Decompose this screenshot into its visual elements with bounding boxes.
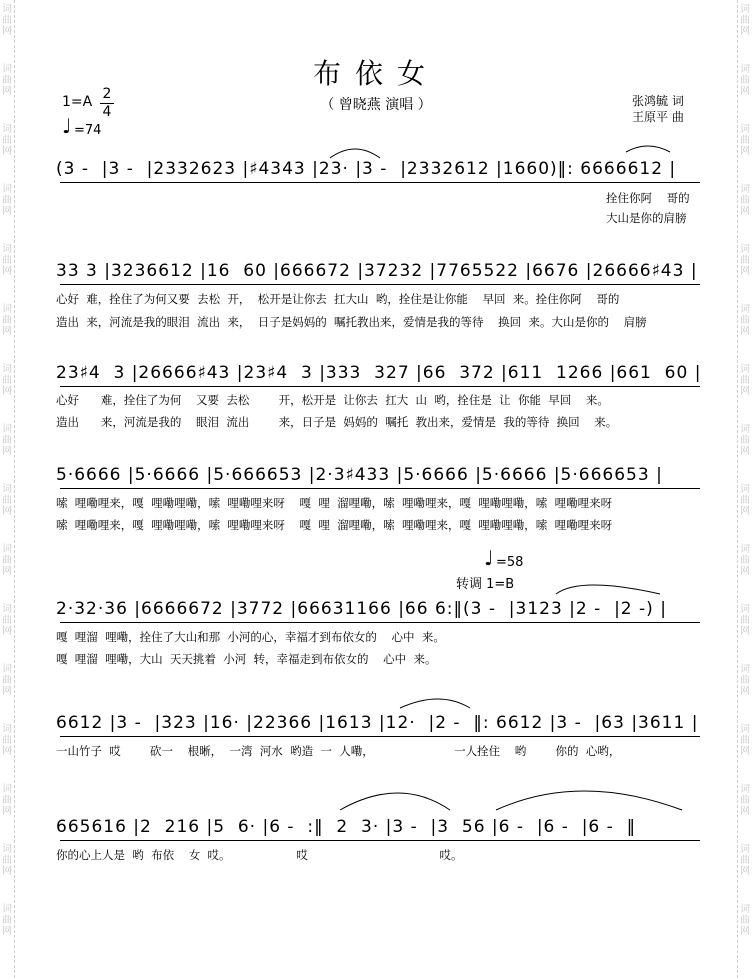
modulation-marking: 转调 1=B — [456, 577, 515, 592]
time-signature-top: 2 — [102, 86, 112, 102]
slur-arc — [340, 793, 450, 810]
lyric-row-2-verse-1: 心好 难，拴住了为何又要 去松 开， 松开是让你去 扛大山 哟，拴住是让你能 早回 来。拴住你阿 哥的 — [56, 292, 620, 306]
lyric-row-1-verse-1: 拴住你阿 哥的 — [606, 191, 690, 205]
watermark-text: 词 曲 网 — [740, 844, 750, 877]
lyric-row-3-verse-2: 造出 来，河流是我的 眼泪 流出 来，日子是 妈妈的 嘱托 教出来，爱情是 我的等待 换回 来。 — [56, 415, 618, 429]
notation-row-5: 2·32·36 |6666672 |3772 |66631166 |66 6:‖(3 - |3123 |2 - |2 -) | — [56, 599, 667, 619]
singer-credit: （ 曾晓燕 演唱 ） — [320, 97, 432, 113]
quarter-note-icon: ♩ — [484, 546, 494, 570]
lyric-row-7: 你的心上人是 哟 布依 女 哎。 哎 哎。 — [56, 848, 463, 862]
slur-arc — [400, 699, 470, 708]
slur-arc — [556, 585, 660, 594]
key-signature: 1=A — [62, 94, 93, 110]
underline-row-4 — [60, 488, 700, 489]
watermark-text: 词 曲 网 — [2, 244, 12, 277]
watermark-text: 词 曲 网 — [2, 604, 12, 637]
watermark-text: 词 曲 网 — [2, 64, 12, 97]
lyricist-credit: 张鸿毓 词 — [632, 94, 684, 108]
watermark-text: 词 曲 网 — [2, 424, 12, 457]
watermark-text: 词 曲 网 — [2, 364, 12, 397]
watermark-text: 词 曲 网 — [740, 424, 750, 457]
notation-row-1: (3 - |3 - |2332623 |♯4343 |23· |3 - |2332612 |1660)‖: 6666612 | — [56, 159, 677, 179]
lyric-row-3-verse-1: 心好 难，拴住了为何 又要 去松 开，松开是 让你去 扛大 山 哟，拴住是 让 你能 早回 来。 — [56, 393, 609, 407]
watermark-text: 词 曲 网 — [2, 664, 12, 697]
underline-row-1 — [60, 182, 700, 183]
underline-row-7 — [60, 840, 700, 841]
watermark-text: 词 曲 网 — [2, 904, 12, 937]
tempo-marking: =74 — [74, 123, 102, 138]
watermark-text: 词 曲 网 — [740, 124, 750, 157]
watermark-text: 词 曲 网 — [740, 304, 750, 337]
watermark-text: 词 曲 网 — [2, 844, 12, 877]
lyric-row-1-verse-2: 大山是你的肩膀 — [606, 211, 687, 225]
watermark-text: 词 曲 网 — [740, 904, 750, 937]
watermark-text: 词 曲 网 — [740, 184, 750, 217]
notation-row-6: 6612 |3 - |323 |16· |22366 |1613 |12· |2 - ‖: 6612 |3 - |63 |3611 | — [56, 713, 699, 733]
watermark-text: 词 曲 网 — [740, 244, 750, 277]
quarter-note-icon: ♩ — [62, 114, 72, 138]
time-signature-bottom: 4 — [102, 104, 112, 120]
underline-row-6 — [60, 736, 700, 737]
tempo-marking-2: =58 — [496, 555, 524, 570]
notation-row-4: 5·6666 |5·6666 |5·666653 |2·3♯433 |5·6666 |5·6666 |5·666653 | — [56, 465, 663, 485]
notation-row-3: 23♯4 3 |26666♯43 |23♯4 3 |333 327 |66 372 |611 1266 |661 60 | — [56, 363, 702, 383]
lyric-row-4-verse-2: 嗦 哩嘞哩来，嘎 哩嘞哩嘞，嗦 哩嘞哩来呀 嘎 哩 溜哩嘞，嗦 哩嘞哩来，嘎 哩嘞哩嘞，嗦 哩嘞哩来呀 — [56, 518, 613, 532]
watermark-text: 词 曲 网 — [740, 364, 750, 397]
watermark-text: 词 曲 网 — [740, 724, 750, 757]
watermark-text: 词 曲 网 — [740, 484, 750, 517]
watermark-text: 词 曲 网 — [740, 784, 750, 817]
watermark-text: 词 曲 网 — [2, 4, 12, 37]
lyric-row-2-verse-2: 造出 来，河流是我的眼泪 流出 来， 日子是妈妈的 嘱托教出来，爱情是我的等待 换回 来。大山是你的 肩膀 — [56, 315, 647, 329]
notation-row-7: 665616 |2 216 |5 6· |6 - :‖ 2 3· |3 - |3 56 |6 - |6 - |6 - ‖ — [56, 817, 637, 837]
watermark-text: 词 曲 网 — [740, 4, 750, 37]
underline-row-3 — [60, 386, 700, 387]
watermark-text: 词 曲 网 — [740, 604, 750, 637]
underline-row-2 — [60, 284, 700, 285]
watermark-text: 词 曲 网 — [740, 664, 750, 697]
watermark-text: 词 曲 网 — [740, 544, 750, 577]
watermark-text: 词 曲 网 — [2, 724, 12, 757]
song-title: 布依女 — [312, 57, 439, 90]
lyric-row-4-verse-1: 嗦 哩嘞哩来，嘎 哩嘞哩嘞，嗦 哩嘞哩来呀 嘎 哩 溜哩嘞，嗦 哩嘞哩来，嘎 哩嘞哩嘞，嗦 哩嘞哩来呀 — [56, 496, 613, 510]
slur-arc — [626, 146, 670, 152]
watermark-text: 词 曲 网 — [2, 184, 12, 217]
watermark-text: 词 曲 网 — [2, 304, 12, 337]
lyric-row-5-verse-2: 嘎 哩溜 哩嘞，大山 天天挑着 小河 转，幸福走到布依女的 心中 来。 — [56, 652, 437, 666]
composer-credit: 王原平 曲 — [632, 110, 684, 124]
slur-arc — [496, 791, 682, 810]
watermark-text: 词 曲 网 — [2, 544, 12, 577]
notation-row-2: 33 3 |3236612 |16 60 |666672 |37232 |7765522 |6676 |26666♯43 | — [56, 261, 698, 281]
lyric-row-5-verse-1: 嘎 哩溜 哩嘞，拴住了大山和那 小河的心，幸福才到布依女的 心中 来。 — [56, 630, 445, 644]
watermark-text: 词 曲 网 — [2, 124, 12, 157]
watermark-text: 词 曲 网 — [740, 64, 750, 97]
lyric-row-6: 一山竹子 哎 砍一 根晰， 一湾 河水 哟造 一 人嘞， 一人拴住 哟 你的 心哟， — [56, 744, 621, 758]
watermark-text: 词 曲 网 — [2, 784, 12, 817]
underline-row-5 — [60, 622, 700, 623]
watermark-text: 词 曲 网 — [2, 484, 12, 517]
